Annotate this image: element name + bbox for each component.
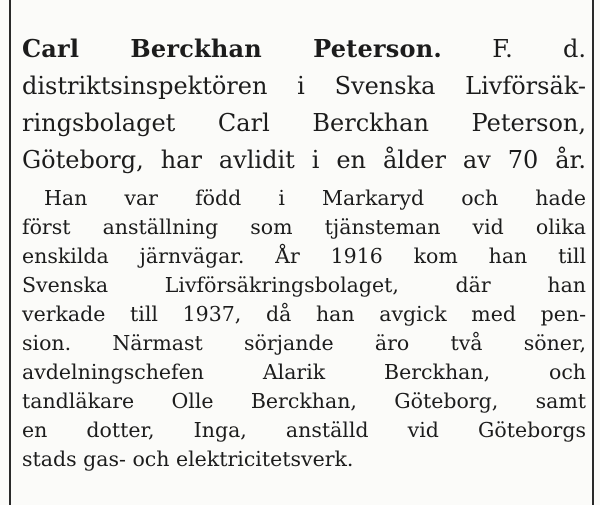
lead-line-1	[22, 30, 586, 68]
body-line-10: stads gas- och elektricitetsverk.	[22, 447, 354, 471]
left-column-rule	[9, 0, 11, 505]
right-column-rule	[592, 0, 594, 505]
lead-line-3: ringsbolaget Carl Berckhan Peterson,	[22, 109, 586, 137]
body-line-4: Svenska Livförsäkringsbolaget, där han	[22, 273, 586, 297]
body-line-8: tandläkare Olle Berckhan, Göteborg, samt	[22, 389, 586, 413]
body-line-1: Han var född i Markaryd och hade	[44, 186, 586, 210]
deceased-name: Carl Berckhan Peterson.	[22, 34, 442, 63]
body-line-5: verkade till 1937, då han avgick med pen-	[22, 302, 586, 326]
article-body	[22, 184, 586, 474]
body-line-7: avdelningschefen Alarik Berckhan, och	[22, 360, 586, 384]
lead-line-1-text: F. d.	[492, 35, 586, 63]
article-lead	[22, 30, 586, 179]
body-line-9: en dotter, Inga, anställd vid Göteborgs	[22, 418, 586, 442]
body-line-3: enskilda järnvägar. År 1916 kom han till	[22, 244, 586, 268]
lead-line-4: Göteborg, har avlidit i en ålder av 70 år.	[22, 146, 586, 174]
body-line-2: först anställning som tjänsteman vid olika	[22, 215, 586, 239]
obituary-article	[22, 30, 586, 474]
body-line-6: sion. Närmast sörjande äro två söner,	[22, 331, 586, 355]
lead-line-2: distriktsinspektören i Svenska Livförsäk-	[22, 72, 586, 100]
